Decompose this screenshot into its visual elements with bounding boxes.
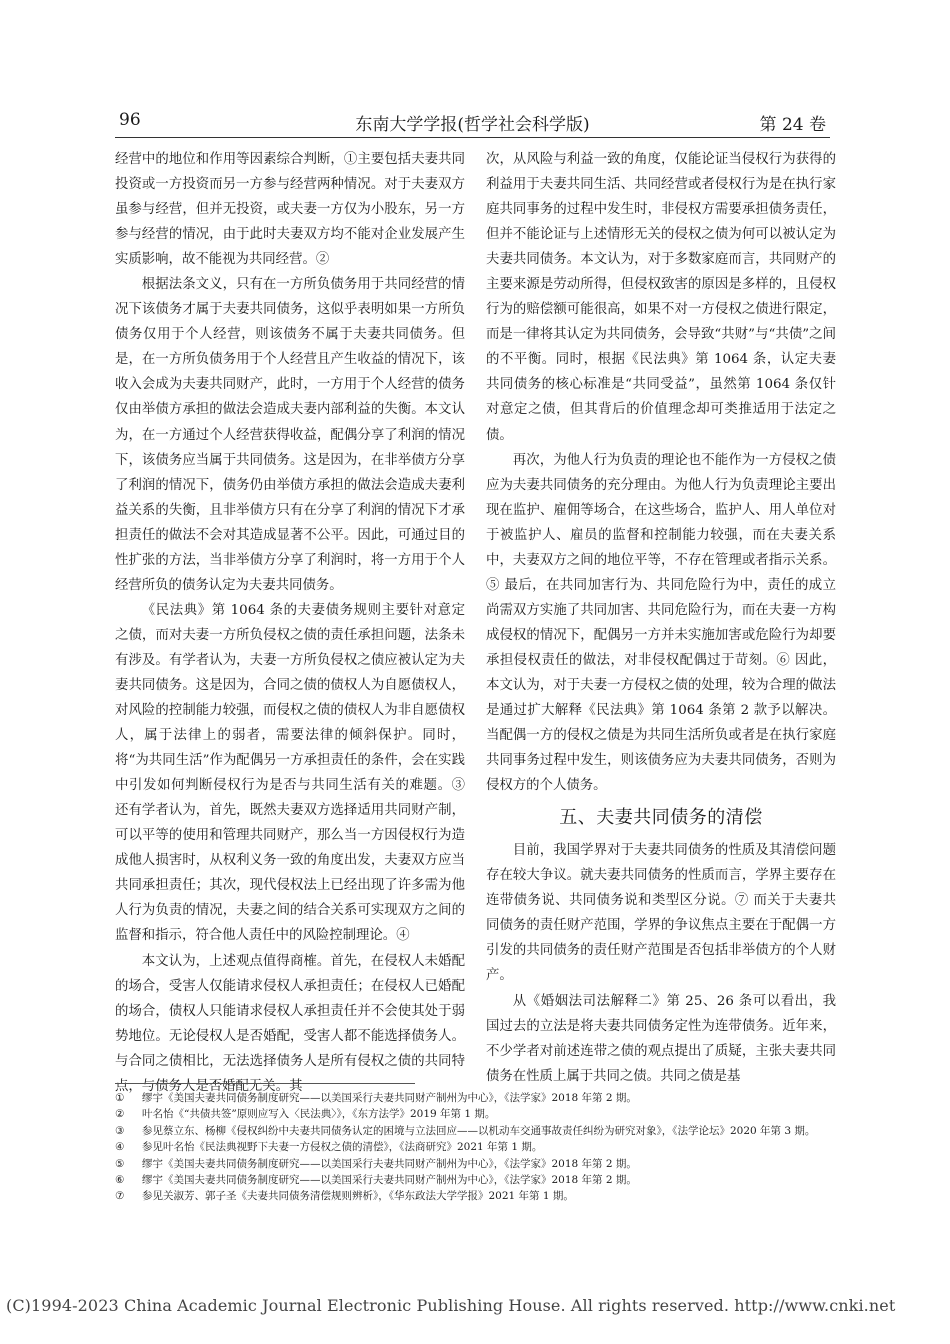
- footnote-mark: ③: [115, 1124, 125, 1137]
- footnote: [115, 1139, 830, 1155]
- header-rule: [115, 137, 830, 138]
- running-header: [115, 110, 830, 136]
- footnote: [115, 1172, 830, 1188]
- footnote-rule: [115, 1083, 415, 1084]
- section-heading: 五、夫妻共同债务的清偿: [559, 807, 763, 829]
- footnote: [115, 1090, 830, 1106]
- paragraph: 次，从风险与利益一致的角度，仅能论证当侵权行为获得的利益用于夫妻共同生活、共同经营或者侵权行为是在执行家庭共同事务的过程中发生时，非侵权方需要承担债务责任，但并不能论证与上述情形无关的侵权之债为何可以被认定为夫妻共同债务。本文认为，对于多数家庭而言，共同财产的主要来源是劳动所得，但侵权致害的原因是多样的，且侵权行为的赔偿额可能很高，如果不对一方侵权之债进行限定，而是一律将其认定为共同债务，会导致“共财”与“共债”之间的不平衡。同时，根据《民法典》第 1064 条，认定夫妻共同债务的核心标准是“共同受益”，虽然第 1064 条仅针对意定之债，但其背后的价值理念却可类推适用于法定之债。: [486, 152, 836, 443]
- paragraph: 从《婚姻法司法解释二》第 25、26 条可以看出，我国过去的立法是将夫妻共同债务定性为连带债务。近年来，不少学者对前述连带之债的观点提出了质疑，主张夫妻共同债务在性质上属于共同之债。共同之债是基: [486, 993, 836, 1084]
- footnote-text: 缪宇《美国夫妻共同债务制度研究——以美国采行夫妻共同财产制州为中心》，《法学家》2018 年第 2 期。: [142, 1157, 637, 1170]
- paragraph: 根据法条文义，只有在一方所负债务用于共同经营的情况下该债务才属于夫妻共同债务，这似乎表明如果一方所负债务仅用于个人经营，则该债务不属于夫妻共同债务。但是，在一方所负债务用于个人经营且产生收益的情况下，该收入会成为夫妻共同财产，此时，一方用于个人经营的债务仅由举债方承担的做法会造成夫妻内部利益的失衡。本文认为，在一方通过个人经营获得收益，配偶分享了利润的情况下，该债务应当属于共同债务。这是因为，在非举债方分享了利润的情况下，债务仍由举债方承担的做法会造成夫妻利益关系的失衡，且非举债方只有在分享了利润的情况下才承担责任的做法不会对其造成显著不公平。因此，可通过目的性扩张的方法，当非举债方分享了利润时，将一方用于个人经营所负的债务认定为夫妻共同债务。: [115, 277, 465, 593]
- paragraph: 目前，我国学界对于夫妻共同债务的性质及其清偿问题存在较大争议。就夫妻共同债务的性质而言，学界主要存在连带债务说、共同债务说和类型区分说。⑦ 而关于夫妻共同债务的责任财产范围，学界的争议焦点主要在于配偶一方引发的共同债务的责任财产范围是否包括非举债方的个人财产。: [486, 843, 836, 984]
- right-column: [486, 147, 836, 1089]
- volume-label: 第 24 卷: [759, 115, 826, 135]
- paragraph: 经营中的地位和作用等因素综合判断，①主要包括夫妻共同投资或一方投资而另一方参与经营两种情况。对于夫妻双方虽参与经营，但并无投资，或夫妻一方仅为小股东，另一方参与经营的情况，由于此时夫妻双方均不能对企业发展产生实质影响，故不能视为共同经营。②: [115, 152, 465, 268]
- paragraph: 再次，为他人行为负责的理论也不能作为一方侵权之债应为夫妻共同债务的充分理由。为他人行为负责理论主要出现在监护、雇佣等场合，在这些场合，监护人、用人单位对于被监护人、雇员的监督和控制能力较强，而在夫妻关系中，夫妻双方之间的地位平等，不存在管理或者指示关系。⑤ 最后，在共同加害行为、共同危险行为中，责任的成立尚需双方实施了共同加害、共同危险行为，而在夫妻一方构成侵权的情况下，配偶另一方并未实施加害或危险行为却要承担侵权责任的做法，对非侵权配偶过于苛刻。⑥ 因此，本文认为，对于夫妻一方侵权之债的处理，较为合理的做法是通过扩大解释《民法典》第 1064 条第 2 款予以解决。当配偶一方的侵权之债是为共同生活所负或者是在执行家庭共同事务过程中发生，则该债务应为夫妻共同债务，否则为侵权方的个人债务。: [486, 452, 836, 794]
- footnotes: [115, 1090, 830, 1205]
- footnote-mark: ⑦: [115, 1190, 125, 1203]
- footnote-text: 叶名怡《“共债共签”原则应写入〈民法典〉》，《东方法学》2019 年第 1 期。: [142, 1108, 496, 1121]
- footnote-text: 缪宇《美国夫妻共同债务制度研究——以美国采行夫妻共同财产制州为中心》，《法学家》2018 年第 2 期。: [142, 1174, 637, 1187]
- footnote-mark: ⑤: [115, 1157, 125, 1170]
- footnote-mark: ①: [115, 1092, 125, 1104]
- footnote-text: 参见蔡立东、杨柳《侵权纠纷中夫妻共同债务认定的困境与立法回应——以机动车交通事故责任纠纷为研究对象》，《法学论坛》2020 年第 3 期。: [142, 1124, 816, 1137]
- footnote-text: 参见关淑芳、郭子圣《夫妻共同债务清偿规则辨析》，《华东政法大学学报》2021 年第 1 期。: [142, 1190, 574, 1203]
- copyright-notice: (C)1994-2023 China Academic Journal Electronic Publishing House. All rights reserved. http://www.cnki.net: [6, 1296, 896, 1315]
- paragraph: 本文认为，上述观点值得商榷。首先，在侵权人未婚配的场合，受害人仅能请求侵权人承担责任；在侵权人已婚配的场合，债权人只能请求侵权人承担责任并不会使其处于弱势地位。无论侵权人是否婚配，受害人都不能选择债务人。与合同之债相比，无法选择债务人是所有侵权之债的共同特点，与债务人是否婚配无关。其: [115, 953, 465, 1094]
- footnote-mark: ④: [115, 1141, 125, 1154]
- footnote-mark: ②: [115, 1108, 125, 1121]
- footnote: [115, 1188, 830, 1204]
- footnote-mark: ⑥: [115, 1174, 125, 1187]
- footnote: [115, 1106, 830, 1122]
- paragraph: 《民法典》第 1064 条的夫妻债务规则主要针对意定之债，而对夫妻一方所负侵权之债的责任承担问题，法条未有涉及。有学者认为，夫妻一方所负侵权之债应被认定为夫妻共同债务。这是因为，合同之债的债权人为自愿债权人，对风险的控制能力较强，而侵权之债的债权人为非自愿债权人，属于法律上的弱者，需要法律的倾斜保护。同时，将“为共同生活”作为配偶另一方承担责任的条件，会在实践中引发如何判断侵权行为是否与共同生活有关的难题。③ 还有学者认为，首先，既然夫妻双方选择适用共同财产制，可以平等的使用和管理共同财产，那么当一方因侵权行为造成他人损害时，从权利义务一致的角度出发，夫妻双方应当共同承担责任；其次，现代侵权法上已经出现了许多需为他人行为负责的情况，夫妻之间的结合关系可实现双方之间的监督和指示，符合他人责任中的风险控制理论。④: [115, 602, 465, 944]
- left-column: [115, 147, 465, 1099]
- page-number: 96: [119, 110, 141, 130]
- journal-title: 东南大学学报(哲学社会科学版): [355, 115, 590, 135]
- footnote-text: 缪宇《美国夫妻共同债务制度研究——以美国采行夫妻共同财产制州为中心》，《法学家》2018 年第 2 期。: [142, 1092, 637, 1104]
- footnote-text: 参见叶名怡《民法典视野下夫妻一方侵权之债的清偿》，《法商研究》2021 年第 1 期。: [142, 1141, 543, 1154]
- footnote: [115, 1156, 830, 1172]
- footnote: [115, 1123, 830, 1139]
